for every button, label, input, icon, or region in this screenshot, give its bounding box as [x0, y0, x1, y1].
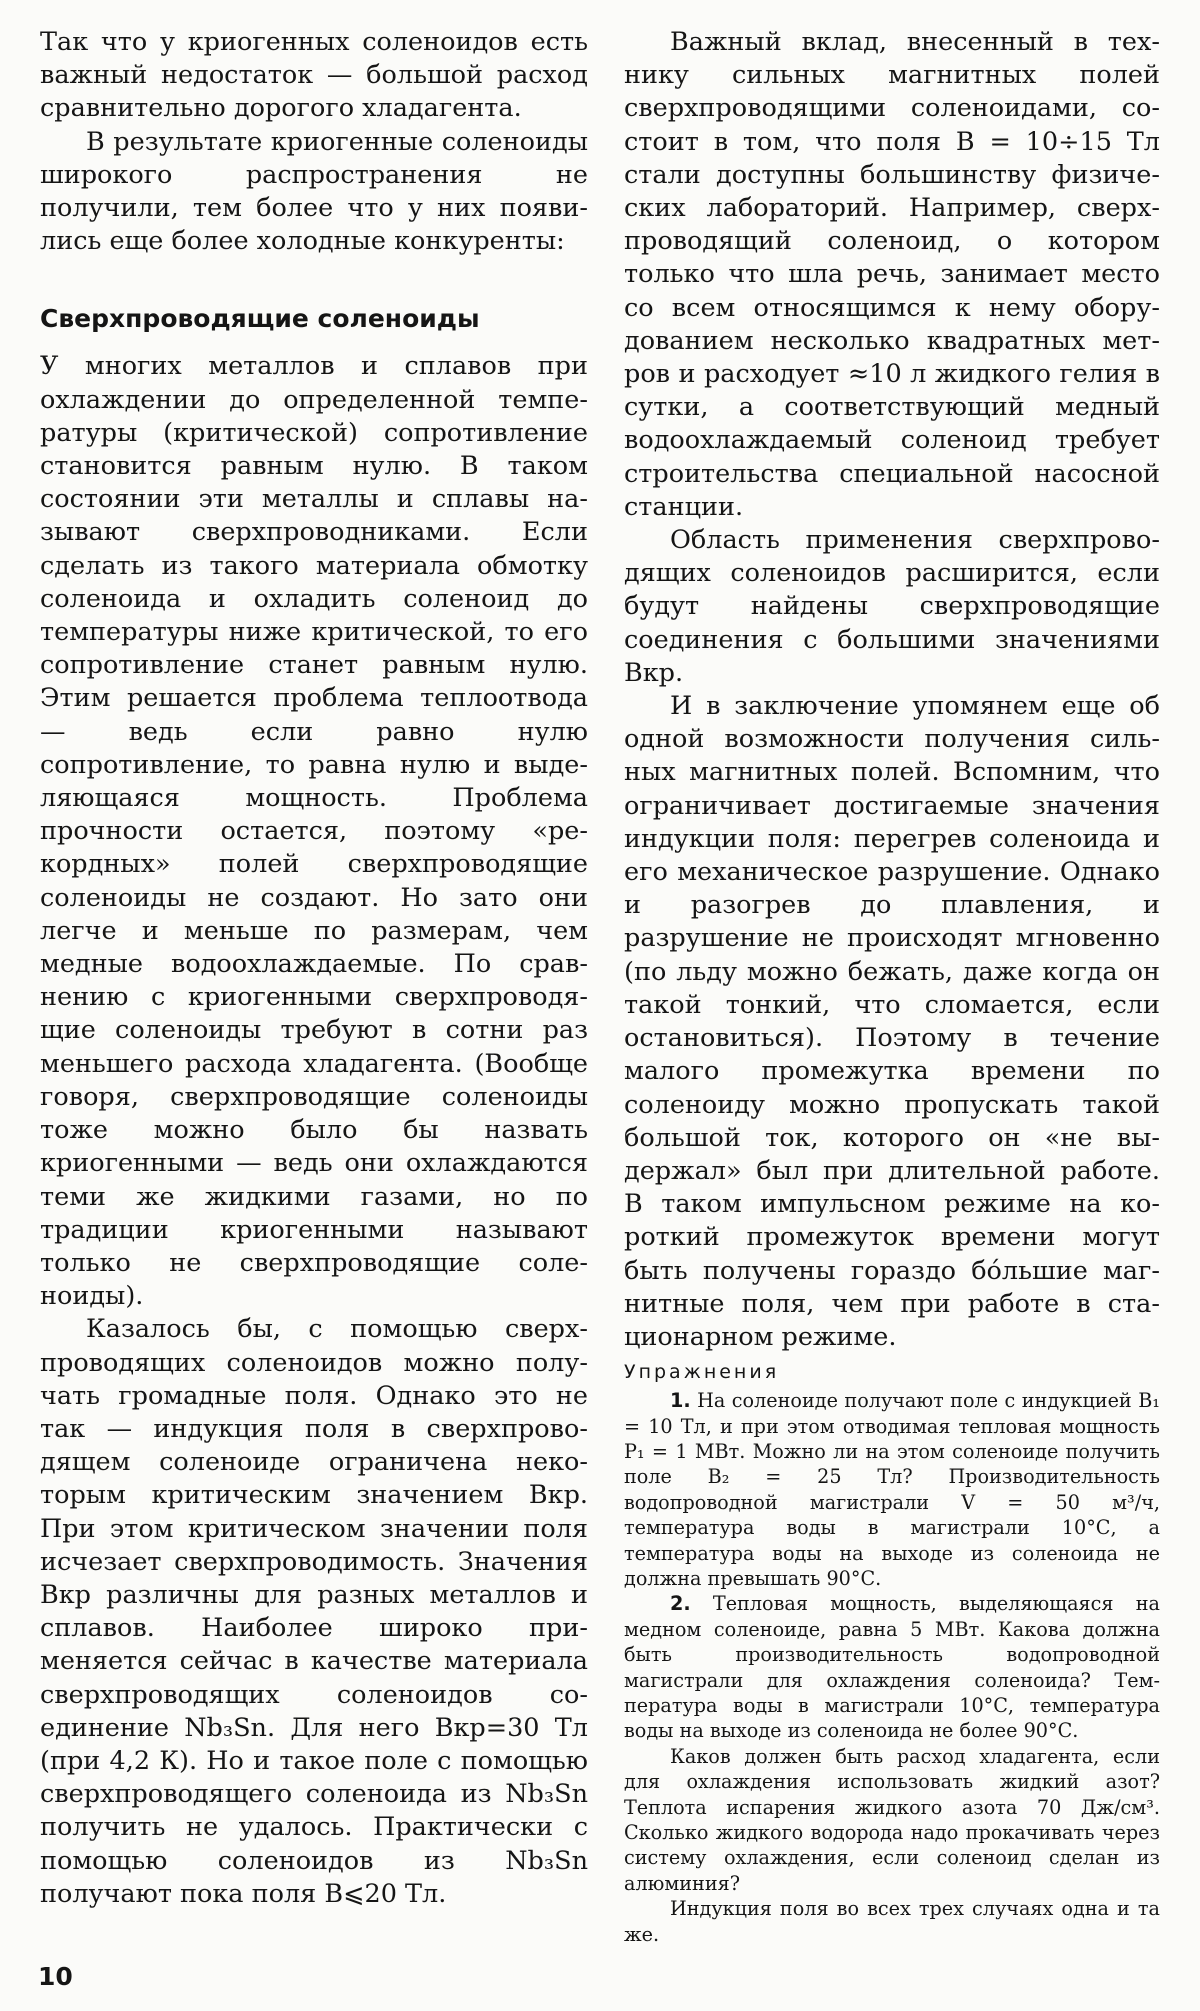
left-column — [40, 26, 588, 1911]
exercises-title: Упражнения — [624, 1361, 780, 1384]
paragraph: Важный вклад, внесенный в технику сильных магнитных полей сверхпроводящими соленоидами, состоит в том, что поля B = 10÷15 Тл стали доступны большинству физических лабораторий. Например, сверхпроводящий соленоид, о котором только что шла речь, занимает место со всем относящимся к нему оборудованием несколько квадратных метров и расходует ≈10 л жидкого гелия в сутки, а соответствующий медный водоохлаждаемый соленоид требует строительства специальной насосной станции. — [624, 27, 1160, 522]
section-heading: Сверхпроводящие соленоиды — [40, 304, 480, 334]
paragraph: В результате криогенные соленоиды широкого распространения не получили, тем более что у них появились еще более холодные конкуренты: — [40, 126, 588, 257]
exercise-number: 2. — [670, 1592, 691, 1616]
exercise-2-continued: Каков должен быть расход хладагента, если для охлаждения использовать жидкий азот? Теплота испарения жидкого азота 70 Дж/см³. Сколько жидкого водорода надо прокачивать через систему охлаждения, если соленоид сделан из алюминия? — [624, 1744, 1160, 1895]
paragraph: И в заключение упомянем еще об одной возможности получения сильных магнитных полей. Вспомним, что ограничивает достигаемые значения индукции поля: перегрев соленоида и его механическое разрушение. Однако и разогрев до плавления, и разрушение не происходят мгновенно (по льду можно бежать, даже когда он такой тонкий, что сломается, если остановиться). Поэтому в течение малого промежутка времени по соленоиду можно пропускать такой большой ток, которого он «не выдержал» был при длительной работе. В таком импульсном режиме на короткий промежуток времени могут быть получены гораздо бо́льшие магнитные поля, чем при работе в стационарном режиме. — [624, 691, 1160, 1352]
exercise-text: На соленоиде получают поле с индукцией B₁ = 10 Тл, и при этом отводимая тепловая мощность P₁ = 1 МВт. Можно ли на этом соленоиде получить поле B₂ = 25 Тл? Производительность водопроводной магистрали V = 50 м³/ч, температура воды в магистрали 10°С, а температура воды на выходе из соленоида не должна превышать 90°С. — [624, 1389, 1160, 1590]
paragraph: Казалось бы, с помощью сверхпроводящих соленоидов можно получать громадные поля. Однако это не так — индукция поля в сверхпроводящем соленоиде ограничена некоторым критическим значением Bкр. При этом критическом значении поля исчезает сверхпроводимость. Значения Bкр различны для разных металлов и сплавов. Наиболее широко применяется сейчас в качестве материала сверхпроводящих соленоидов соединение Nb₃Sn. Для него Bкр=30 Тл (при 4,2 К). Но и такое поле с помощью сверхпроводящего соленоида из Nb₃Sn получить не удалось. Практически с помощью соленоидов из Nb₃Sn получают пока поля B⩽20 Тл. — [40, 1314, 588, 1909]
exercise-2 — [624, 1591, 1160, 1743]
exercise-1 — [624, 1388, 1160, 1591]
page-number: 10 — [38, 1962, 73, 1991]
right-column — [624, 26, 1160, 1947]
paragraph: У многих металлов и сплавов при охлаждении до определенной температуры (критической) сопротивление становится равным нулю. В таком состоянии эти металлы и сплавы называют сверхпроводниками. Если сделать из такого материала обмотку соленоида и охладить соленоид до температуры ниже критической, то его сопротивление станет равным нулю. Этим решается проблема теплоотвода — ведь если равно нулю сопротивление, то равна нулю и выделяющаяся мощность. Проблема прочности остается, поэтому «рекордных» полей сверхпроводящие соленоиды не создают. Но зато они легче и меньше по размерам, чем медные водоохлаждаемые. По сравнению с криогенными сверхпроводящие соленоиды требуют в сотни раз меньшего расхода хладагента. (Вообще говоря, сверхпроводящие соленоиды тоже можно было бы назвать криогенными — ведь они охлаждаются теми же жидкими газами, но по традиции криогенными называют только не сверхпроводящие соленоиды). — [40, 351, 588, 1312]
exercise-2-note: Индукция поля во всех трех случаях одна и та же. — [624, 1897, 1160, 1946]
paragraph: Так что у криогенных соленоидов есть важный недостаток — большой расход сравнительно дорогого хладагента. — [40, 27, 588, 124]
paragraph: Область применения сверхпроводящих соленоидов расширится, если будут найдены сверхпроводящие соединения с большими значениями Bкр. — [624, 525, 1160, 688]
exercise-number: 1. — [670, 1389, 691, 1413]
exercise-text: Тепловая мощность, выделяющаяся на медном соленоиде, равна 5 МВт. Какова должна быть производительность водопроводной магистрали для охлаждения соленоида? Температура воды в магистрали 10°С, температура воды на выходе из соленоида не более 90°С. — [624, 1592, 1160, 1743]
